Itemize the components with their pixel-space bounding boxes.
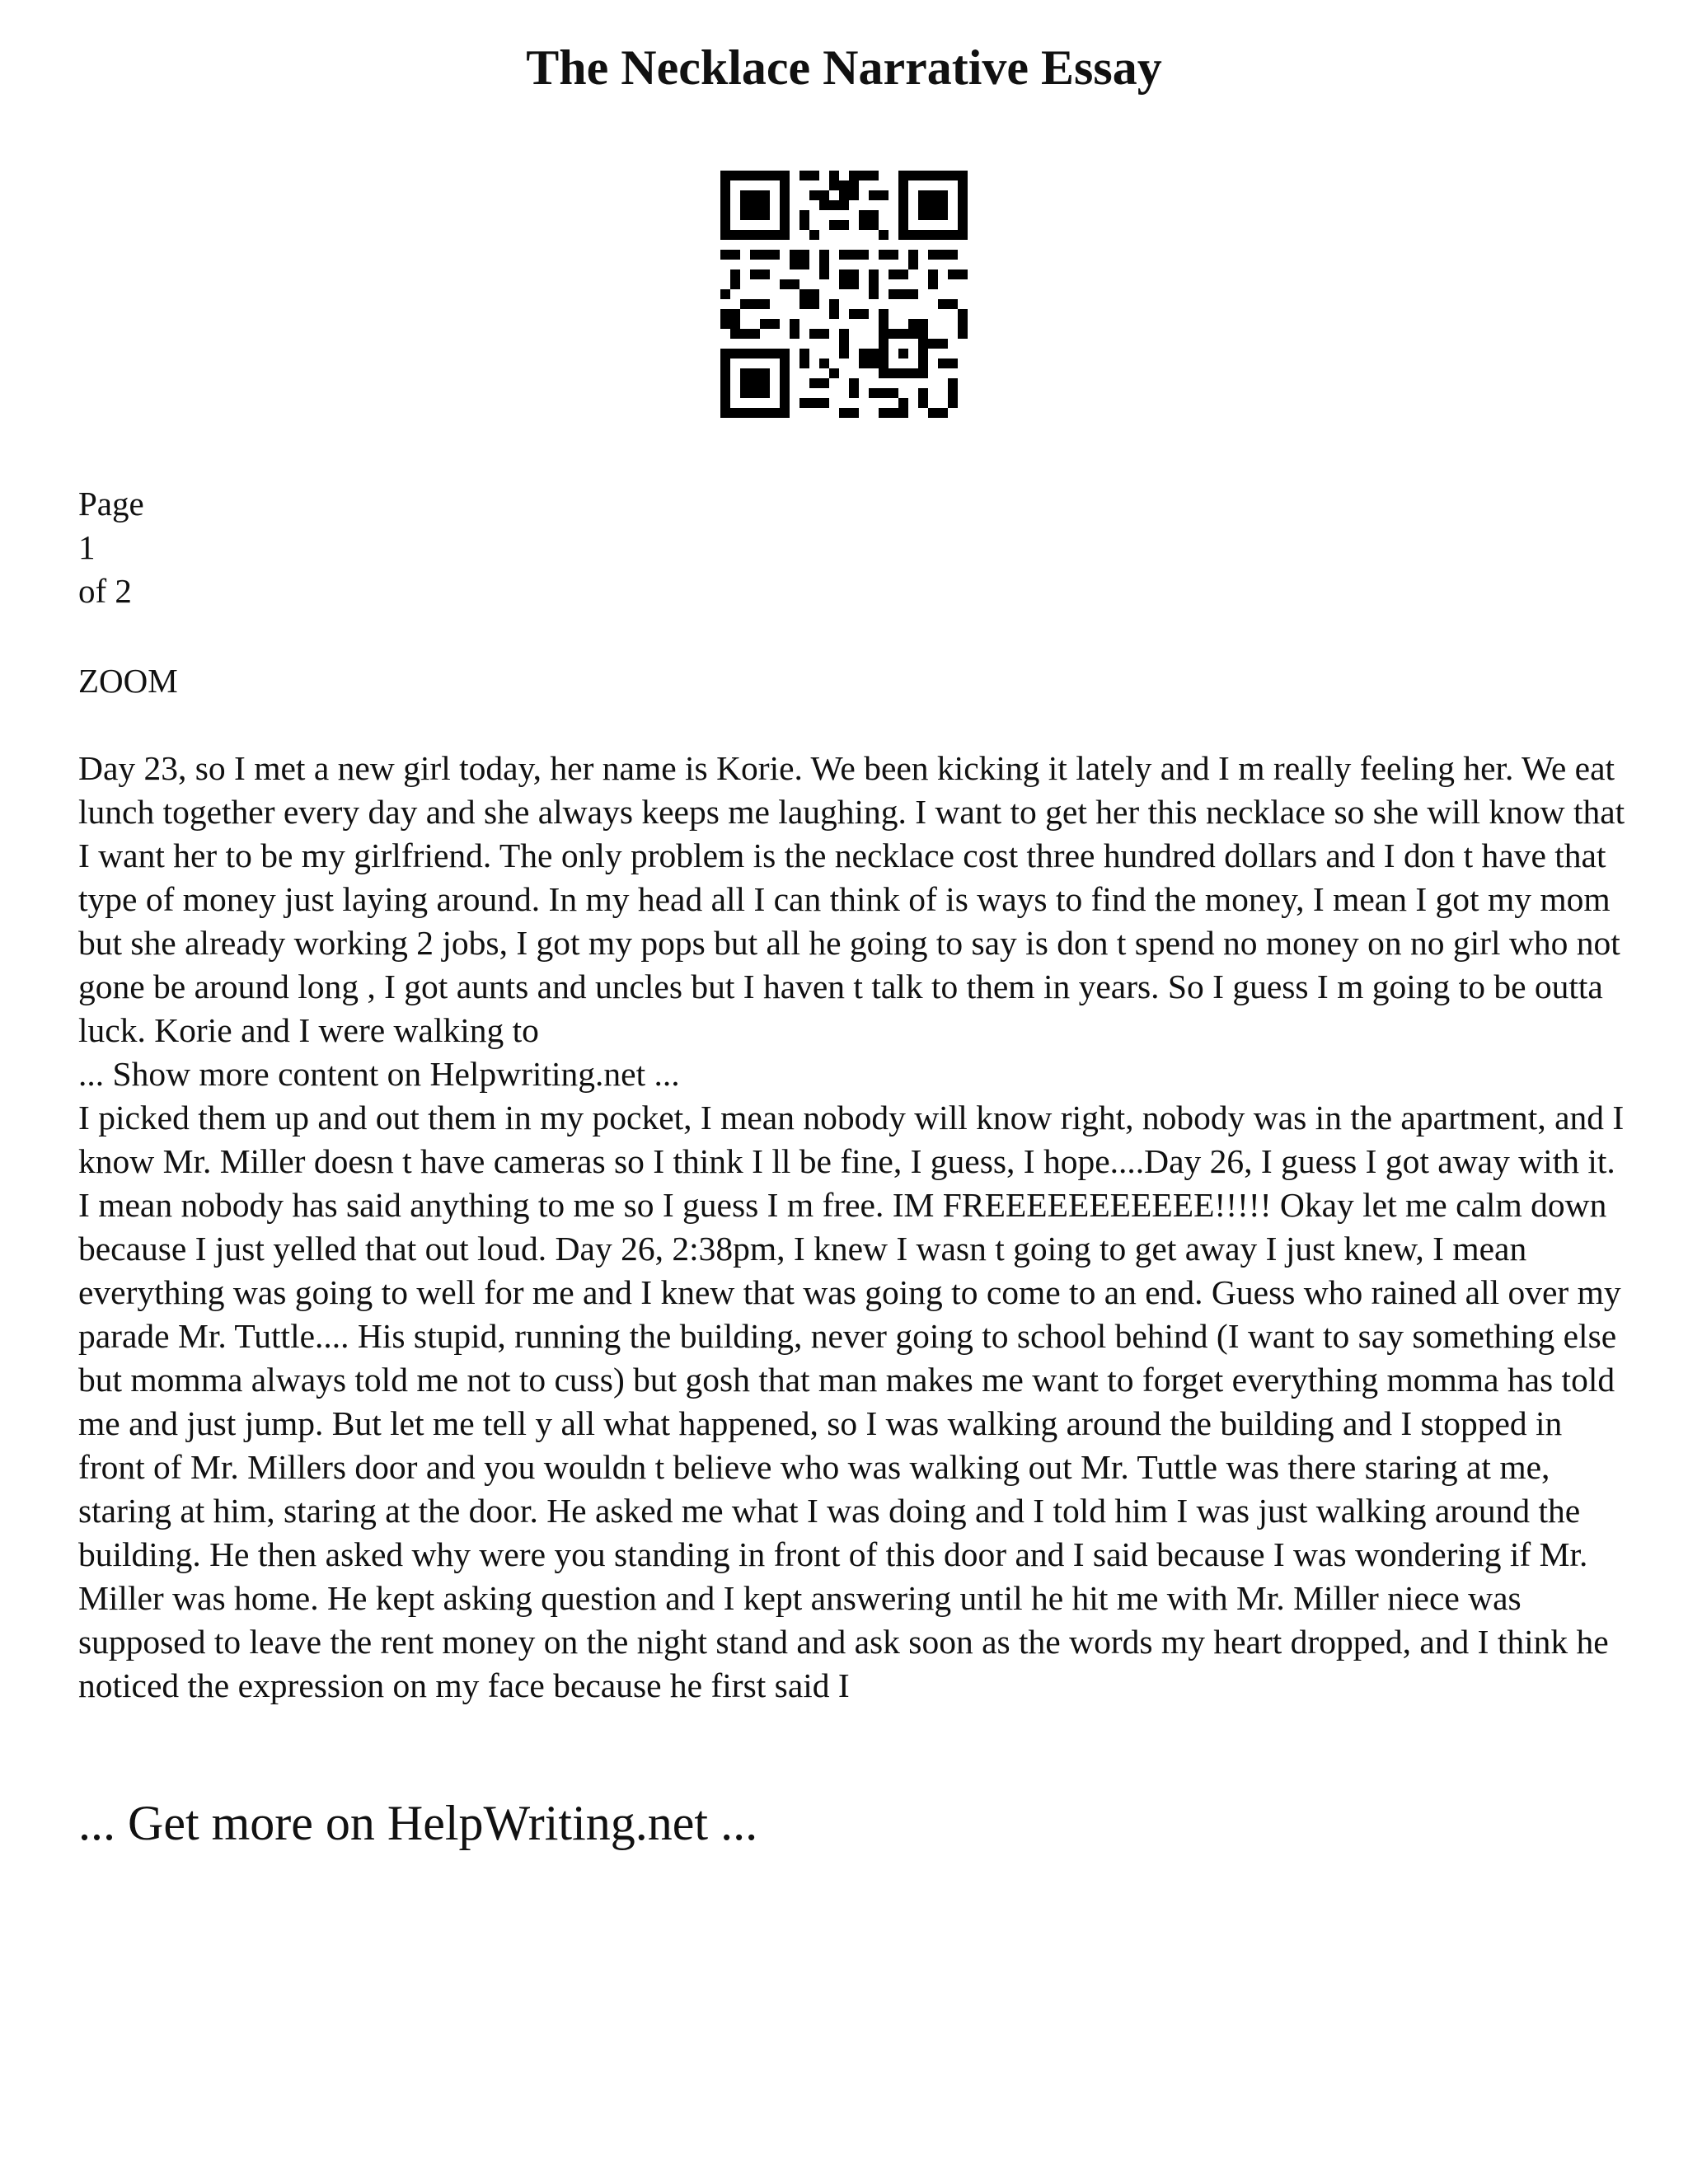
page-label: Page bbox=[78, 485, 144, 523]
essay-paragraph: Day 23, so I met a new girl today, her name is Korie. We been kicking it lately and I m really feeling her. We eat lunch together every day and she always keeps me laughing. I want to get her this necklace so she will know that I want her to be my girlfriend. The only problem is the necklace cost three hundred dollars and I don t have that type of money just laying around. In my head all I can think of is ways to find the money, I mean I got my mom but she already working 2 jobs, I got my pops but all he going to say is don t spend no money on no girl who not gone be around long , I got aunts and uncles but I haven t talk to them in years. So I guess I m going to be outta luck. Korie and I were walking to bbox=[78, 749, 1625, 1049]
get-more-link[interactable]: ... Get more on HelpWriting.net ... bbox=[78, 1796, 758, 1850]
show-more-link[interactable]: ... Show more content on Helpwriting.net ... bbox=[78, 1055, 680, 1093]
essay-paragraph: I picked them up and out them in my pocket, I mean nobody will know right, nobody was in the apartment, and I know Mr. Miller doesn t have cameras so I think I ll be fine, I guess, I hope....Day 26, I guess I got away with it. I mean nobody has said anything to me so I guess I m free. IM FREEEEEEEEEEE!!!!! Okay let me calm down because I just yelled that out loud. Day 26, 2:38pm, I knew I wasn t going to get away I just knew, I mean everything was going to well for me and I knew that was going to come to an end. Guess who rained all over my parade Mr. Tuttle.... His stupid, running the building, never going to school behind (I want to say something else but momma always told me not to cuss) but gosh that man makes me want to forget everything momma has told me and just jump. But let me tell y all what happened, so I was walking around the building and I stopped in front of Mr. Millers door and you wouldn t believe who was walking out Mr. Tuttle was there staring at me, staring at him, staring at the door. He asked me what I was doing and I told him I was just walking around the building. He then asked why were you standing in front of this door and I said because I was wondering if Mr. Miller was home. He kept asking question and I kept answering until he hit me with Mr. Miller niece was supposed to leave the rent money on the night stand and ask soon as the words my heart dropped, and I think he noticed the expression on my face because he first said I bbox=[78, 1099, 1625, 1704]
page-number: 1 bbox=[78, 528, 96, 566]
document-title: The Necklace Narrative Essay bbox=[526, 40, 1162, 95]
zoom-button[interactable]: ZOOM bbox=[78, 662, 178, 700]
page-total: of 2 bbox=[78, 572, 132, 610]
essay-body bbox=[78, 747, 1628, 1708]
page-indicator bbox=[78, 482, 144, 613]
qr-code-icon bbox=[720, 171, 968, 418]
